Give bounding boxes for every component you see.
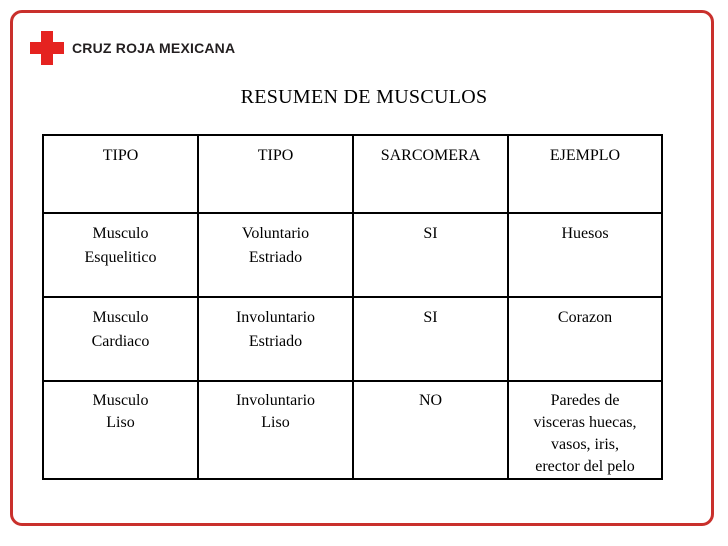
column-header: TIPO — [43, 135, 198, 213]
table-cell: Musculo Liso — [43, 381, 198, 479]
column-header: EJEMPLO — [508, 135, 662, 213]
table-row — [43, 381, 662, 479]
muscle-summary-table — [42, 134, 663, 480]
column-header: TIPO — [198, 135, 353, 213]
table-cell: NO — [353, 381, 508, 479]
table-cell: Paredes de visceras huecas, vasos, iris, erector del pelo — [508, 381, 662, 479]
table-cell: Musculo Cardiaco — [43, 297, 198, 381]
table-row — [43, 297, 662, 381]
table-cell: SI — [353, 297, 508, 381]
table-cell: Corazon — [508, 297, 662, 381]
org-name: CRUZ ROJA MEXICANA — [72, 40, 236, 56]
table-cell: Huesos — [508, 213, 662, 297]
red-cross-icon — [30, 31, 64, 65]
table-cell: Involuntario Liso — [198, 381, 353, 479]
org-logo — [30, 30, 235, 66]
table-cell: Musculo Esquelitico — [43, 213, 198, 297]
page-title: RESUMEN DE MUSCULOS — [240, 86, 488, 108]
table-cell: Involuntario Estriado — [198, 297, 353, 381]
table-cell: SI — [353, 213, 508, 297]
table-row — [43, 213, 662, 297]
column-header: SARCOMERA — [353, 135, 508, 213]
table-header-row — [43, 135, 662, 213]
table-cell: Voluntario Estriado — [198, 213, 353, 297]
